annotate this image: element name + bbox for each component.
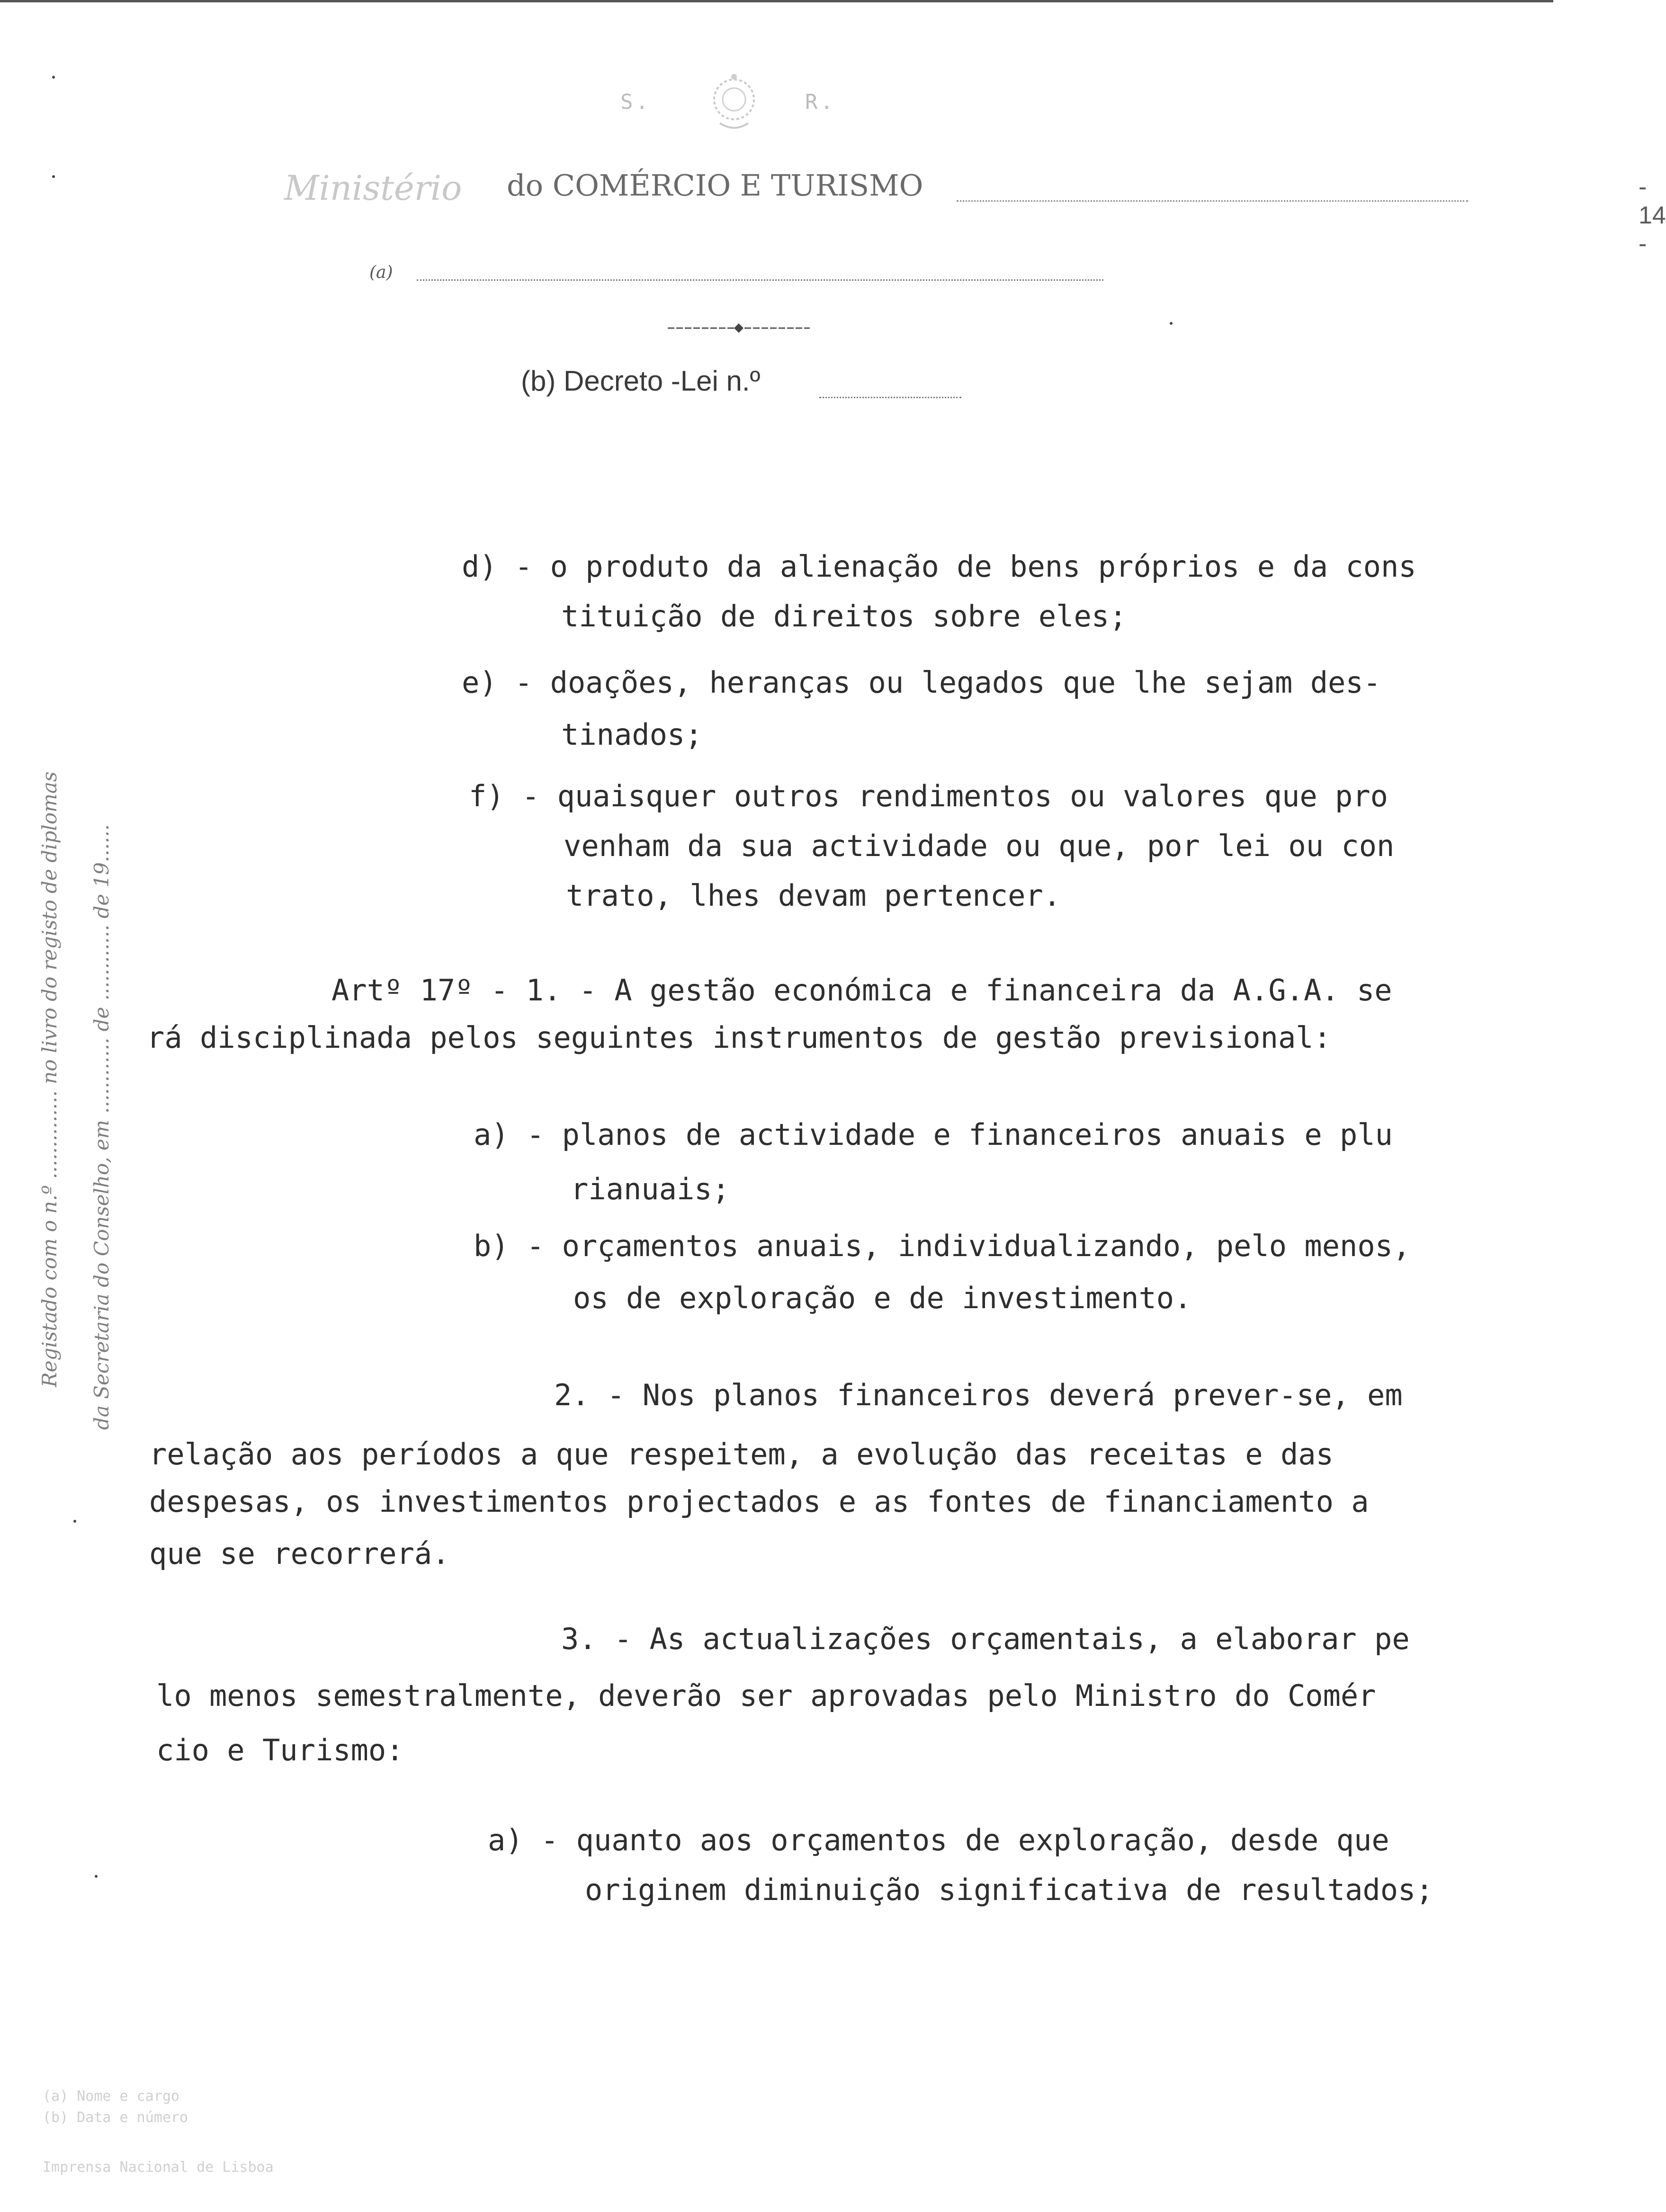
article-17-line-2: rá disciplinada pelos seguintes instrumentos de gestão previsional: bbox=[147, 1020, 1331, 1055]
paragraph-2-line-2: relação aos períodos a que respeitem, a evolução das receitas e das bbox=[149, 1437, 1334, 1472]
margin-registration-line: Registado com o n.º .............. no livro do registo de diplomas bbox=[38, 771, 61, 1387]
paragraph-3-line-1: 3. - As actualizações orçamentais, a elaborar pe bbox=[561, 1622, 1410, 1656]
paragraph-2-line-4: que se recorrerá. bbox=[149, 1536, 450, 1571]
footer-printer-note: Imprensa Nacional de Lisboa bbox=[43, 2159, 274, 2176]
top-border bbox=[0, 0, 1553, 2]
ministry-label: Ministério bbox=[284, 168, 462, 208]
divider-ornament-icon bbox=[668, 321, 810, 335]
article-17-b-line-2: os de exploração e de investimento. bbox=[573, 1281, 1192, 1315]
article-17-b-line-1: b) - orçamentos anuais, individualizando, pelo menos, bbox=[474, 1229, 1411, 1263]
scan-speck bbox=[52, 175, 55, 178]
article-17-a-line-2: rianuais; bbox=[571, 1172, 730, 1206]
item-d-line-2: tituição de direitos sobre eles; bbox=[561, 599, 1127, 633]
paragraph-3-a-line-1: a) - quanto aos orçamentos de exploração, desde que bbox=[488, 1823, 1389, 1857]
paragraph-2-line-3: despesas, os investimentos projectados e as fontes de financiamento a bbox=[149, 1484, 1369, 1519]
letterhead bbox=[284, 168, 1666, 258]
item-e-line-2: tinados; bbox=[561, 717, 703, 752]
item-d-line-1: d) - o produto da alienação de bens próprios e da cons bbox=[462, 549, 1416, 584]
decree-label: (b) Decreto -Lei n.º bbox=[521, 365, 761, 397]
crest-right-letter: R. bbox=[805, 90, 836, 114]
scan-speck bbox=[95, 1875, 98, 1878]
left-margin-registration bbox=[0, 0, 142, 2212]
item-e-line-1: e) - doações, heranças ou legados que lhe sejam des- bbox=[462, 665, 1381, 700]
field-a-dotted-rule bbox=[417, 279, 1103, 281]
paragraph-3-line-2: lo menos semestralmente, deverão ser aprovadas pelo Ministro do Comér bbox=[156, 1678, 1376, 1713]
article-17-line-1: Artº 17º - 1. - A gestão económica e financeira da A.G.A. se bbox=[331, 973, 1392, 1008]
scan-speck bbox=[1170, 322, 1173, 325]
article-17-a-line-1: a) - planos de actividade e financeiros anuais e plu bbox=[474, 1117, 1393, 1152]
scan-speck bbox=[73, 1520, 76, 1523]
paragraph-2-line-1: 2. - Nos planos financeiros deverá prever-se, em bbox=[554, 1378, 1403, 1412]
margin-secretaria-line: da Secretaria do Conselho, em ............ de ............ de 19...... bbox=[90, 824, 113, 1430]
ministry-name: do COMÉRCIO E TURISMO bbox=[507, 168, 923, 203]
letterhead-dotted-rule bbox=[957, 200, 1468, 202]
footer-note-b: (b) Data e número bbox=[43, 2109, 188, 2126]
page-number: - 14 - bbox=[1639, 173, 1666, 258]
item-f-line-1: f) - quaisquer outros rendimentos ou valores que pro bbox=[469, 779, 1388, 813]
crest-left-letter: S. bbox=[620, 90, 651, 114]
paragraph-3-a-line-2: originem diminuição significativa de resultados; bbox=[585, 1873, 1433, 1907]
decree-dotted-rule bbox=[819, 397, 961, 398]
item-f-line-2: venham da sua actividade ou que, por lei ou con bbox=[564, 829, 1395, 863]
paragraph-3-line-3: cio e Turismo: bbox=[156, 1733, 404, 1767]
footer-note-a: (a) Nome e cargo bbox=[43, 2088, 179, 2105]
field-a-label: (a) bbox=[369, 263, 393, 282]
crest-emblem-icon bbox=[687, 71, 781, 137]
coat-of-arms-crest bbox=[616, 71, 881, 137]
item-f-line-3: trato, lhes devam pertencer. bbox=[566, 878, 1061, 913]
scan-speck bbox=[52, 76, 55, 79]
